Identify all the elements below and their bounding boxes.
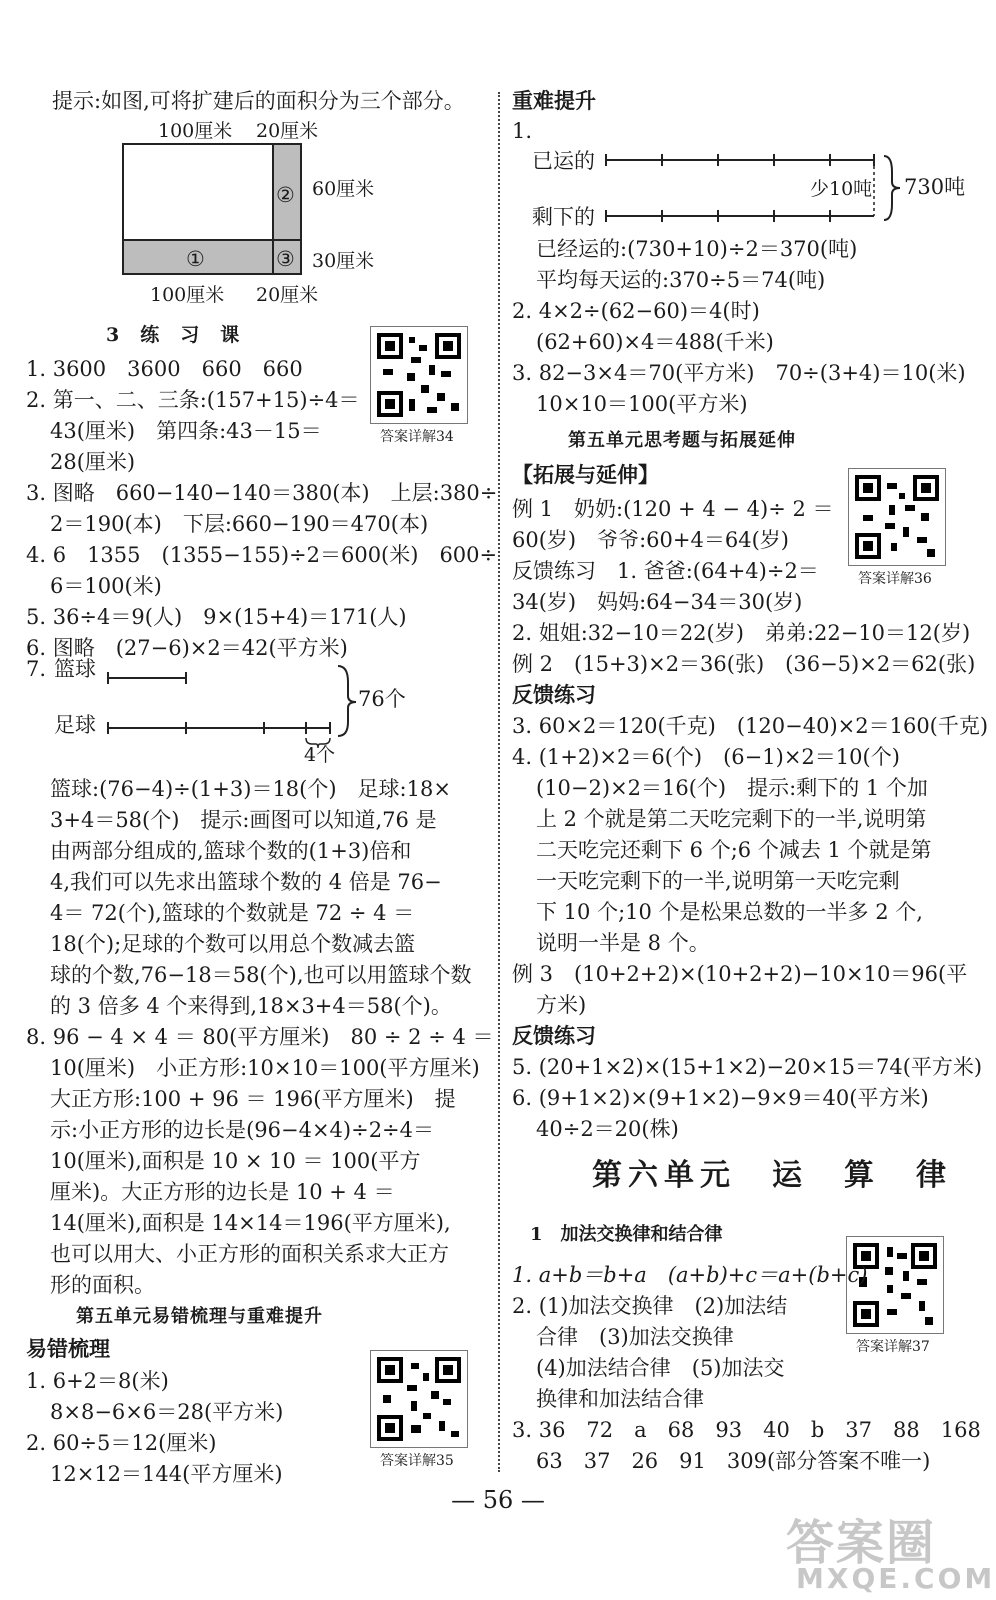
feedback-answer-6: 6. (9+1×2)×(9+1×2)−9×9＝40(平方米): [512, 1086, 929, 1110]
qr-caption-36: 答案详解36: [858, 571, 932, 587]
text-line: 上 2 个就是第二天吃完剩下的一半,说明第: [536, 807, 927, 831]
text-line: 10(厘米),面积是 10 × 10 ＝ 100(平方: [50, 1149, 421, 1173]
practice-answer-3: 3. 图略 660−140−140＝380(本) 上层:380÷: [26, 481, 498, 505]
text-line: 6＝100(米): [50, 574, 162, 598]
lesson1-answer-3: 3. 36 72 a 68 93 40 b 37 88 168: [512, 1418, 981, 1442]
subsection-hard-upgrade: 重难提升: [512, 88, 596, 113]
feedback-practice-heading-2: 反馈练习: [512, 1023, 596, 1048]
text-line: 平均每天运的:370÷5＝74(吨): [536, 268, 826, 292]
qr-code-35: [370, 1350, 468, 1448]
text-line: 形的面积。: [50, 1273, 155, 1297]
text-line: 已经运的:(730+10)÷2＝370(吨): [536, 237, 858, 261]
region-1: ①: [186, 247, 205, 271]
text-line: 也可以用大、小正方形的面积关系求大正方: [50, 1242, 449, 1266]
text-line: 由两部分组成的,篮球个数的(1+3)倍和: [50, 839, 412, 863]
label-bottom-100: 100厘米: [150, 284, 225, 306]
label-bottom-20: 20厘米: [256, 284, 319, 306]
hard-answer-2: 2. 4×2÷(62−60)＝4(时): [512, 299, 760, 323]
section-unit5-mistakes-title: 第五单元易错梳理与重难提升: [76, 1306, 323, 1327]
watermark-site: MXQE.COM: [796, 1562, 996, 1595]
qr-caption-35: 答案详解35: [380, 1453, 454, 1469]
text-line: 28(厘米): [50, 450, 136, 474]
text-line: 40÷2＝20(株): [536, 1117, 679, 1141]
text-line: 的 3 倍多 4 个来得到,18×3+4＝58(个)。: [50, 994, 452, 1018]
unit6-title: 第六单元 运 算 律: [592, 1158, 952, 1193]
mistake-answer-1: 1. 6+2＝8(米): [26, 1369, 169, 1393]
shipped-label: 已运的: [532, 149, 595, 173]
problem-7-number: 7.: [26, 657, 47, 681]
text-line: 63 37 26 91 309(部分答案不唯一): [536, 1449, 931, 1473]
text-line: 大正方形:100 + 96 ＝ 196(平方厘米) 提: [50, 1087, 456, 1111]
example-2: 例 2 (15+3)×2＝36(张) (36−5)×2＝62(张): [512, 652, 976, 676]
feedback-answer-3: 3. 60×2＝120(千克) (120−40)×2＝160(千克): [512, 714, 989, 738]
qr-caption-37: 答案详解37: [856, 1339, 930, 1355]
lesson1-answer-2: 2. (1)加法交换律 (2)加法结: [512, 1294, 788, 1318]
text-line: 18(个);足球的个数可以用总个数减去篮: [50, 932, 416, 956]
text-line: 43(厘米) 第四条:43－15＝: [50, 419, 322, 443]
segment-diagram-7: [26, 656, 488, 766]
page-number: — 56 —: [451, 1486, 545, 1514]
section-practice-title: 3 练 习 课: [106, 324, 241, 346]
practice-answer-6: 6. 图略 (27−6)×2＝42(平方米): [26, 636, 348, 660]
label-right-30: 30厘米: [312, 250, 375, 272]
text-line: 厘米)。大正方形的边长是 10 + 4 ＝: [50, 1180, 395, 1204]
text-line: 一天吃完剩下的一半,说明第一天吃完剩: [536, 869, 900, 893]
text-line: 球的个数,76−18＝58(个),也可以用篮球个数: [50, 963, 472, 987]
text-line: 34(岁) 妈妈:64−34＝30(岁): [512, 590, 803, 614]
feedback-answer-4: 4. (1+2)×2＝6(个) (6−1)×2＝10(个): [512, 745, 900, 769]
label-right-60: 60厘米: [312, 178, 375, 200]
lesson1-title: 1 加法交换律和结合律: [530, 1224, 723, 1245]
text-line: 10×10＝100(平方米): [536, 392, 748, 416]
text-line: 二天吃完还剩下 6 个;6 个减去 1 个就是第: [536, 838, 932, 862]
text-line: 换律和加法结合律: [536, 1387, 704, 1411]
hint-top: 提示:如图,可将扩建后的面积分为三个部分。: [52, 89, 465, 113]
label-top-100: 100厘米: [158, 120, 233, 142]
diff-4-label: 4个: [304, 744, 336, 766]
practice-answer-8: 8. 96 − 4 × 4 ＝ 80(平方厘米) 80 ÷ 2 ÷ 4 ＝: [26, 1025, 494, 1049]
practice-answer-1: 1. 3600 3600 660 660: [26, 357, 303, 381]
text-line: 4,我们可以先求出篮球个数的 4 倍是 76−: [50, 870, 442, 894]
lesson1-answer-1: 1. a+b＝b+a (a+b)+c＝a+(b+c): [512, 1263, 868, 1287]
region-3: ③: [276, 247, 295, 271]
tonnage-diagram: [512, 118, 974, 230]
feedback-answer-2: 2. 姐姐:32−10＝22(岁) 弟弟:22−10＝12(岁): [512, 621, 971, 645]
text-line: 合律 (3)加法交换律: [536, 1325, 734, 1349]
area-figure: [26, 110, 488, 310]
text-line: 14(厘米),面积是 14×14＝196(平方厘米),: [50, 1211, 451, 1235]
practice-answer-4: 4. 6 1355 (1355−155)÷2＝600(米) 600÷: [26, 543, 498, 567]
text-line: (10−2)×2＝16(个) 提示:剩下的 1 个加: [536, 776, 928, 800]
less-10-label: 少10吨: [810, 178, 873, 200]
text-line: 60(岁) 爷爷:60+4＝64(岁): [512, 528, 789, 552]
qr-caption-34: 答案详解34: [380, 429, 454, 445]
text-line: 方米): [536, 993, 587, 1017]
text-line: 说明一半是 8 个。: [536, 931, 710, 955]
feedback-practice-1: 反馈练习 1. 爸爸:(64+4)÷2＝: [512, 559, 819, 583]
total-730-label: 730吨: [904, 175, 966, 199]
column-divider: [498, 92, 500, 1472]
football-label: 足球: [54, 713, 96, 737]
section-unit5-thinking-title: 第五单元思考题与拓展延伸: [568, 430, 796, 451]
feedback-practice-heading: 反馈练习: [512, 682, 596, 707]
practice-answer-2: 2. 第一、二、三条:(157+15)÷4＝: [26, 388, 360, 412]
text-line: 示:小正方形的边长是(96−4×4)÷2÷4＝: [50, 1118, 435, 1142]
watermark-text: 答案圈: [786, 1515, 937, 1571]
watermark-logo: [766, 1500, 996, 1600]
region-2: ②: [276, 183, 295, 207]
text-line: (4)加法结合律 (5)加法交: [536, 1356, 785, 1380]
text-line: 2＝190(本) 下层:660−190＝470(本): [50, 512, 429, 536]
practice-answer-5: 5. 36÷4＝9(人) 9×(15+4)＝171(人): [26, 605, 407, 629]
label-top-20: 20厘米: [256, 120, 319, 142]
text-line: 10(厘米) 小正方形:10×10＝100(平方厘米): [50, 1056, 480, 1080]
subsection-extension: 【拓展与延伸】: [512, 462, 659, 487]
text-line: 8×8−6×6＝28(平方米): [50, 1400, 284, 1424]
text-line: (62+60)×4＝488(千米): [536, 330, 774, 354]
basketball-label: 篮球: [54, 657, 96, 681]
text-line: 篮球:(76−4)÷(1+3)＝18(个) 足球:18×: [50, 777, 451, 801]
example-3: 例 3 (10+2+2)×(10+2+2)−10×10＝96(平: [512, 962, 968, 986]
qr-code-34: [370, 326, 468, 424]
text-line: 下 10 个;10 个是松果总数的一半多 2 个,: [536, 900, 923, 924]
hard-answer-3: 3. 82−3×4＝70(平方米) 70÷(3+4)＝10(米): [512, 361, 966, 385]
qr-code-36: [848, 468, 946, 566]
text-line: 3+4＝58(个) 提示:画图可以知道,76 是: [50, 808, 437, 832]
total-76-label: 76个: [358, 687, 406, 711]
example-1: 例 1 奶奶:(120 + 4 − 4)÷ 2 ＝: [512, 497, 834, 521]
text-line: 4＝ 72(个),篮球的个数就是 72 ÷ 4 ＝: [50, 901, 415, 925]
text-line: 12×12＝144(平方厘米): [50, 1462, 283, 1486]
feedback-answer-5: 5. (20+1×2)×(15+1×2)−20×15＝74(平方米): [512, 1055, 983, 1079]
remaining-label: 剩下的: [532, 205, 595, 229]
subsection-mistakes: 易错梳理: [26, 1336, 110, 1361]
problem-1-number: 1.: [512, 119, 533, 143]
mistake-answer-2: 2. 60÷5＝12(厘米): [26, 1431, 217, 1455]
